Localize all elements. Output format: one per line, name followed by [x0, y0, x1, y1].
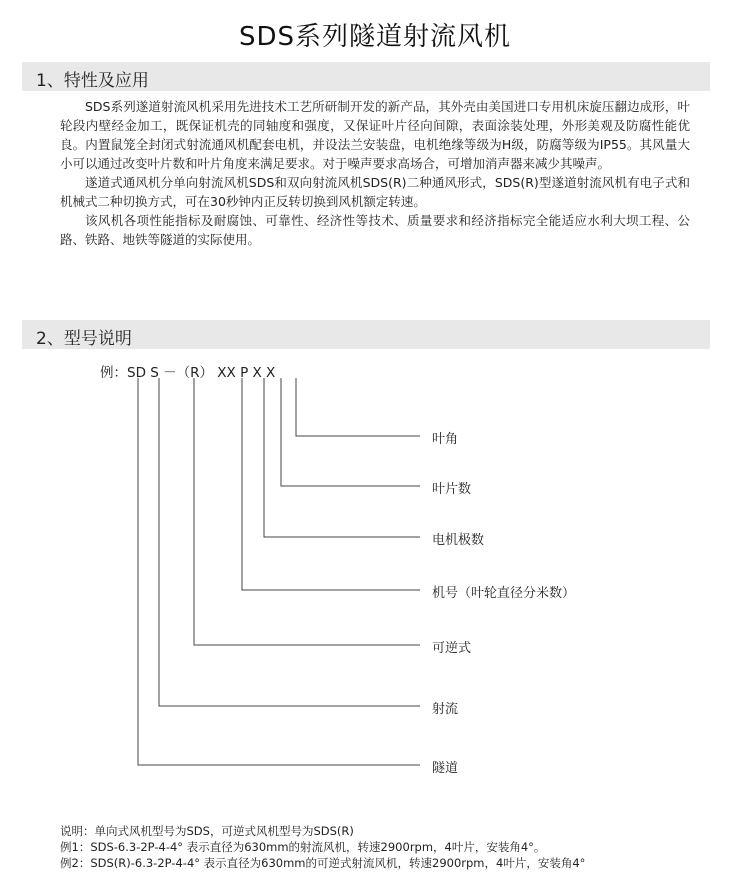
note-line: 例1：SDS-6.3-2P-4-4° 表示直径为630mm的射流风机，转速2900rpm，4叶片，安装角4°。 [60, 840, 546, 854]
label-machine-number: 机号（叶轮直径分米数） [432, 586, 576, 601]
paragraph: 该风机各项性能指标及耐腐蚀、可靠性、经济性等技术、质量要求和经济指标完全能适应水利大坝工程、公路、铁路、地铁等隧道的实际使用。 [60, 213, 690, 247]
model-example-code: 例：SD S －（R） XX P X X [100, 365, 276, 381]
note-line: 例2：SDS(R)-6.3-2P-4-4° 表示直径为630mm的可逆式射流风机，转速2900rpm，4叶片，安装角4° [60, 856, 586, 870]
model-notes [60, 823, 585, 871]
section-heading: 2、型号说明 [36, 329, 132, 349]
label-motor-poles: 电机极数 [432, 533, 485, 548]
connector-motor-poles [264, 378, 420, 537]
label-blade-count: 叶片数 [432, 482, 472, 497]
label-blade-angle: 叶角 [432, 432, 459, 447]
label-jet: 射流 [432, 702, 459, 717]
connector-blade-count [281, 378, 420, 486]
paragraph: SDS系列遂道射流风机采用先进技术工艺所研制开发的新产品，其外壳由美国进口专用机床旋压翻边成形，叶轮段内壁经金加工，既保证机壳的同轴度和强度，又保证叶片径向间隙，表面涂装处理，外形美观及防腐性能优良。内置鼠笼全封闭式射流通风机配套电机，并设法兰安装盘，电机绝缘等级为H级，防腐等级为IP55。其风量大小可以通过改变叶片数和叶片角度来满足要求。对于噪声要求高场合，可增加消声器来减少其噪声。 [60, 99, 690, 171]
connector-machine-number [242, 378, 420, 590]
label-reversible: 可逆式 [432, 641, 472, 656]
note-line: 说明：单向式风机型号为SDS，可逆式风机型号为SDS(R) [60, 824, 354, 838]
paragraph: 遂道式通风机分单向射流风机SDS和双向射流风机SDS(R)二种通风形式，SDS(R)型遂道射流风机有电子式和机械式二种切换方式，可在30秒钟内正反转切换到风机额定转速。 [60, 175, 690, 209]
page-title: SDS系列隧道射流风机 [238, 22, 512, 52]
connector-blade-angle [296, 378, 420, 436]
connector-reversible [194, 378, 420, 645]
label-tunnel: 隧道 [432, 761, 459, 776]
section-heading: 1、特性及应用 [36, 71, 149, 91]
connector-jet [159, 378, 420, 706]
